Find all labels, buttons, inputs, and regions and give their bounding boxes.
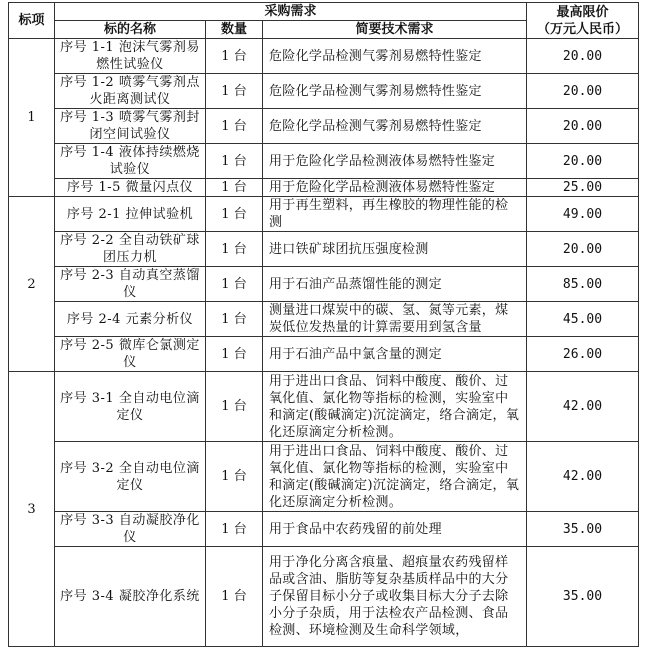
item-req: 危险化学品检测气雾剂易燃特性鉴定 <box>263 74 527 109</box>
item-name: 序号 1-5 微量闪点仪 <box>55 179 206 197</box>
table-row <box>9 197 639 232</box>
table-row <box>9 372 639 442</box>
table-row <box>9 144 639 179</box>
item-qty: 1 台 <box>206 39 263 74</box>
item-qty: 1 台 <box>206 547 263 647</box>
item-price: 35.00 <box>527 512 639 547</box>
table-row <box>9 267 639 302</box>
item-qty: 1 台 <box>206 179 263 197</box>
item-price: 25.00 <box>527 179 639 197</box>
item-qty: 1 台 <box>206 74 263 109</box>
item-req: 用于进出口食品、饲料中酸度、酸价、过氧化值、氯化物等指标的检测，实验室中和滴定(酸碱滴定)沉淀滴定，络合滴定，氧化还原滴定分析检测。 <box>263 372 527 442</box>
item-qty: 1 台 <box>206 512 263 547</box>
item-req: 用于进出口食品、饲料中酸度、酸价、过氧化值、氯化物等指标的检测，实验室中和滴定(酸碱滴定)沉淀滴定，络合滴定，氧化还原滴定分析检测。 <box>263 442 527 512</box>
item-name: 序号 2-4 元素分析仪 <box>55 302 206 337</box>
lot-number: 1 <box>9 39 55 197</box>
item-price: 42.00 <box>527 442 639 512</box>
item-name: 序号 1-1 泡沫气雾剂易燃性试验仪 <box>55 39 206 74</box>
item-price: 20.00 <box>527 74 639 109</box>
item-price: 20.00 <box>527 39 639 74</box>
header-max-price <box>527 3 639 39</box>
table-row <box>9 109 639 144</box>
item-name: 序号 2-3 自动真空蒸馏仪 <box>55 267 206 302</box>
header-max-price-line1: 最高限价 <box>556 4 609 20</box>
item-qty: 1 台 <box>206 109 263 144</box>
item-name: 序号 3-1 全自动电位滴定仪 <box>55 372 206 442</box>
header-lot: 标项 <box>9 3 55 39</box>
item-price: 45.00 <box>527 302 639 337</box>
item-req: 用于石油产品中氯含量的测定 <box>263 337 527 372</box>
item-price: 20.00 <box>527 109 639 144</box>
item-req: 用于石油产品蒸馏性能的测定 <box>263 267 527 302</box>
item-qty: 1 台 <box>206 442 263 512</box>
item-name: 序号 3-3 自动凝胶净化仪 <box>55 512 206 547</box>
table-row <box>9 39 639 74</box>
item-req: 危险化学品检测气雾剂易燃特性鉴定 <box>263 109 527 144</box>
item-qty: 1 台 <box>206 197 263 232</box>
item-name: 序号 3-2 全自动电位滴定仪 <box>55 442 206 512</box>
header-name: 标的名称 <box>55 21 206 39</box>
item-req: 用于净化分离含痕量、超痕量农药残留样品或含油、脂肪等复杂基质样品中的大分子保留目标小分子或收集目标大分子去除小分子杂质，用于法检农产品检测、食品检测、环境检测及生命科学领域， <box>263 547 527 647</box>
item-req: 用于危险化学品检测液体易燃特性鉴定 <box>263 144 527 179</box>
header-qty: 数量 <box>206 21 263 39</box>
item-qty: 1 台 <box>206 232 263 267</box>
item-price: 42.00 <box>527 372 639 442</box>
item-req: 测量进口煤炭中的碳、氢、氮等元素，煤炭低位发热量的计算需要用到氢含量 <box>263 302 527 337</box>
item-price: 49.00 <box>527 197 639 232</box>
item-name: 序号 1-4 液体持续燃烧试验仪 <box>55 144 206 179</box>
lot-number: 3 <box>9 372 55 647</box>
item-qty: 1 台 <box>206 302 263 337</box>
table-row <box>9 512 639 547</box>
item-req: 进口铁矿球团抗压强度检测 <box>263 232 527 267</box>
table-row <box>9 74 639 109</box>
item-price: 20.00 <box>527 232 639 267</box>
item-name: 序号 2-5 微库仑氯测定仪 <box>55 337 206 372</box>
item-name: 序号 1-3 喷雾气雾剂封闭空间试验仪 <box>55 109 206 144</box>
item-qty: 1 台 <box>206 144 263 179</box>
header-req: 简要技术需求 <box>263 21 527 39</box>
table-row <box>9 442 639 512</box>
item-price: 85.00 <box>527 267 639 302</box>
item-req: 用于危险化学品检测液体易燃特性鉴定 <box>263 179 527 197</box>
item-qty: 1 台 <box>206 267 263 302</box>
item-req: 危险化学品检测气雾剂易燃特性鉴定 <box>263 39 527 74</box>
item-name: 序号 1-2 喷雾气雾剂点火距离测试仪 <box>55 74 206 109</box>
table-row <box>9 179 639 197</box>
header-procurement: 采购需求 <box>55 3 527 21</box>
header-max-price-line2: （万元人民币） <box>536 21 628 37</box>
item-req: 用于再生塑料，再生橡胶的物理性能的检测 <box>263 197 527 232</box>
item-name: 序号 2-2 全自动铁矿球团压力机 <box>55 232 206 267</box>
item-price: 35.00 <box>527 547 639 647</box>
item-qty: 1 台 <box>206 337 263 372</box>
lot-number: 2 <box>9 197 55 372</box>
item-price: 20.00 <box>527 144 639 179</box>
table-row <box>9 302 639 337</box>
item-name: 序号 3-4 凝胶净化系统 <box>55 547 206 647</box>
item-name: 序号 2-1 拉伸试验机 <box>55 197 206 232</box>
item-req: 用于食品中农药残留的前处理 <box>263 512 527 547</box>
table-row <box>9 337 639 372</box>
item-qty: 1 台 <box>206 372 263 442</box>
item-price: 26.00 <box>527 337 639 372</box>
table-row <box>9 547 639 647</box>
table-row <box>9 232 639 267</box>
procurement-table <box>8 2 639 647</box>
